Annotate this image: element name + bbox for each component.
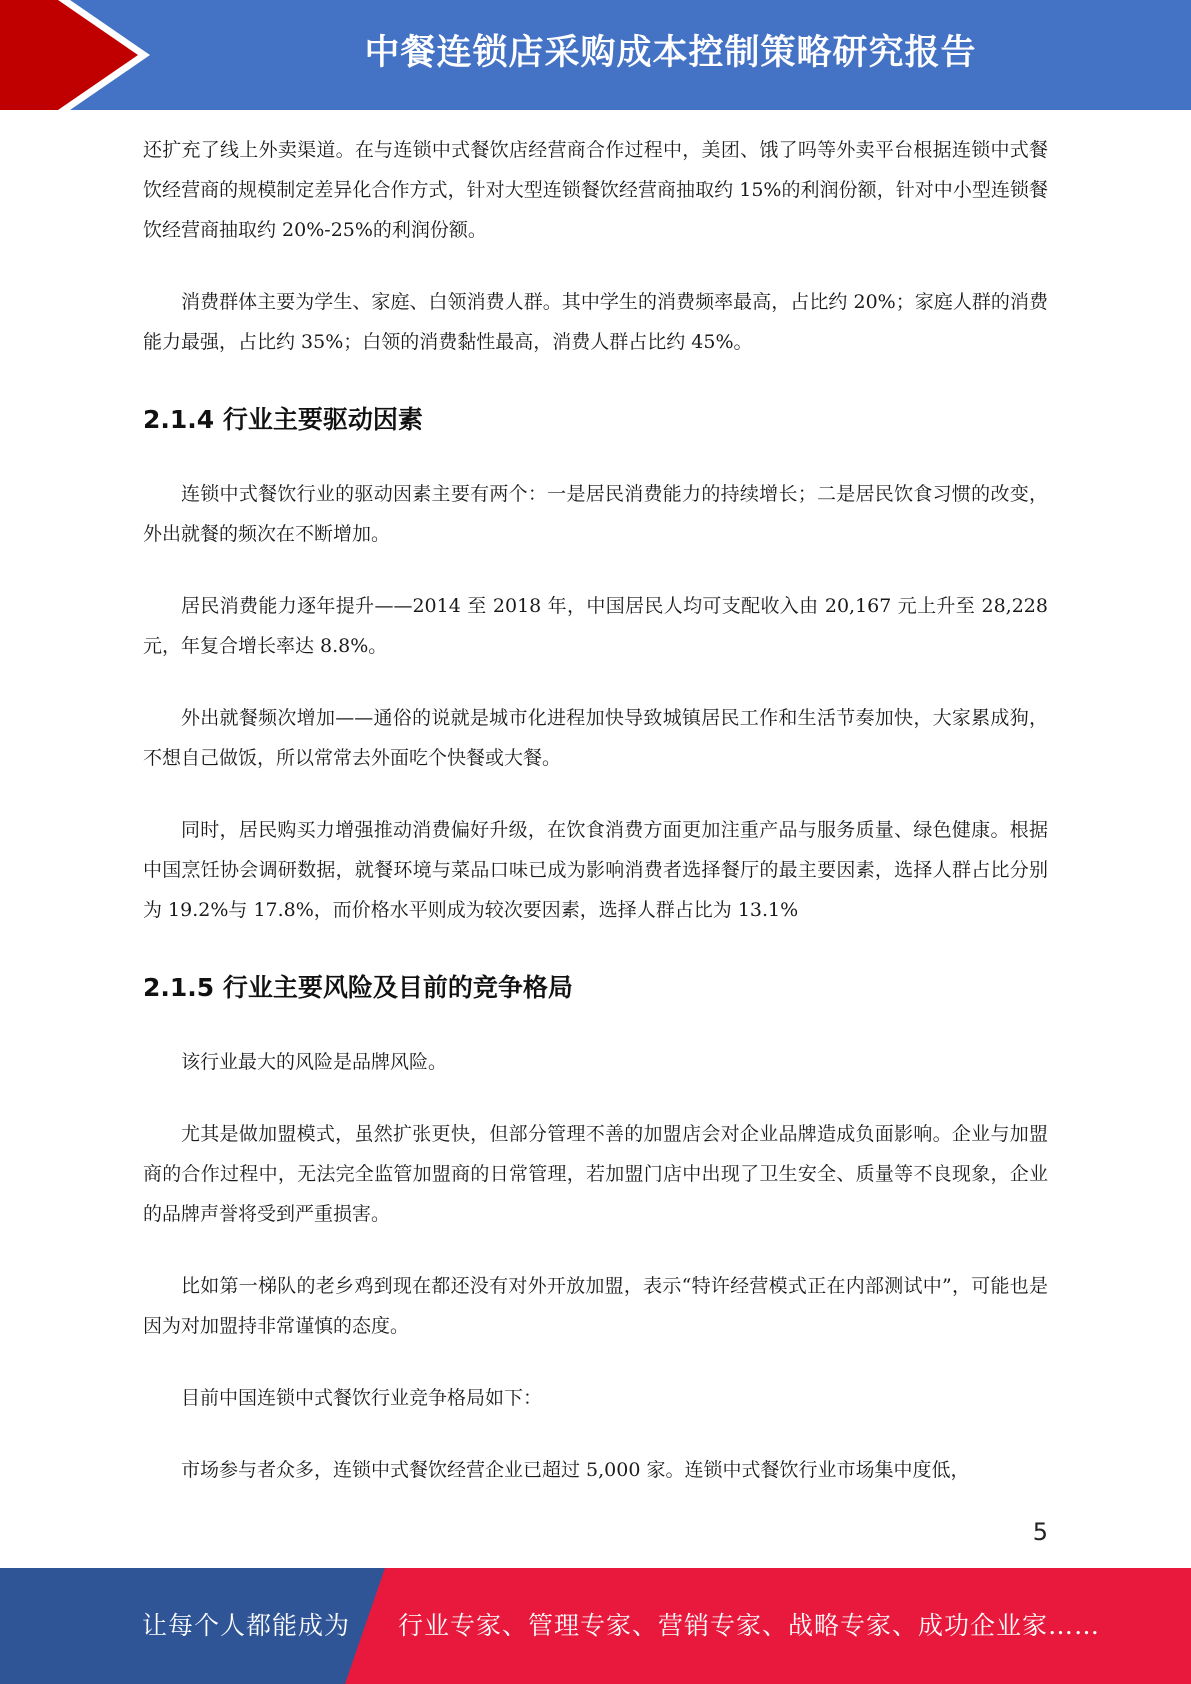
header-arrow-icon — [0, 0, 160, 110]
paragraph: 尤其是做加盟模式，虽然扩张更快，但部分管理不善的加盟店会对企业品牌造成负面影响。企业与加盟商的合作过程中，无法完全监管加盟商的日常管理，若加盟门店中出现了卫生安全、质量等不良现象，企业的品牌声誉将受到严重损害。 — [143, 1123, 1048, 1225]
section-heading-2-1-5: 2.1.5 行业主要风险及目前的竞争格局 — [143, 973, 573, 1002]
page-content — [143, 130, 1048, 1490]
paragraph: 还扩充了线上外卖渠道。在与连锁中式餐饮店经营商合作过程中，美团、饿了吗等外卖平台根据连锁中式餐饮经营商的规模制定差异化合作方式，针对大型连锁餐饮经营商抽取约 15%的利润份额，针对中小型连锁餐饮经营商抽取约 20%-25%的利润份额。 — [143, 139, 1048, 241]
footer-expert-list: 行业专家、管理专家、营销专家、战略专家、成功企业家…… — [398, 1611, 1101, 1640]
paragraph: 该行业最大的风险是品牌风险。 — [181, 1051, 448, 1073]
paragraph: 居民消费能力逐年提升——2014 至 2018 年，中国居民人均可支配收入由 20,167 元上升至 28,228 元，年复合增长率达 8.8%。 — [143, 595, 1048, 657]
paragraph: 同时，居民购买力增强推动消费偏好升级，在饮食消费方面更加注重产品与服务质量、绿色健康。根据中国烹饪协会调研数据，就餐环境与菜品口味已成为影响消费者选择餐厅的最主要因素，选择人群占比分别为 19.2%与 17.8%，而价格水平则成为较次要因素，选择人群占比为 13.1% — [143, 819, 1048, 921]
page-footer — [0, 1568, 1191, 1684]
paragraph: 外出就餐频次增加——通俗的说就是城市化进程加快导致城镇居民工作和生活节奏加快，大家累成狗，不想自己做饭，所以常常去外面吃个快餐或大餐。 — [143, 707, 1048, 769]
section-heading-2-1-4: 2.1.4 行业主要驱动因素 — [143, 405, 423, 434]
report-title: 中餐连锁店采购成本控制策略研究报告 — [364, 33, 977, 73]
paragraph: 目前中国连锁中式餐饮行业竞争格局如下： — [181, 1387, 543, 1409]
page-number: 5 — [1032, 1518, 1048, 1546]
footer-slogan: 让每个人都能成为 — [142, 1611, 351, 1640]
page-header — [0, 0, 1191, 110]
paragraph: 比如第一梯队的老乡鸡到现在都还没有对外开放加盟，表示“特许经营模式正在内部测试中”，可能也是因为对加盟持非常谨慎的态度。 — [143, 1275, 1048, 1337]
paragraph: 连锁中式餐饮行业的驱动因素主要有两个：一是居民消费能力的持续增长；二是居民饮食习惯的改变，外出就餐的频次在不断增加。 — [143, 483, 1048, 545]
paragraph: 消费群体主要为学生、家庭、白领消费人群。其中学生的消费频率最高，占比约 20%；家庭人群的消费能力最强，占比约 35%；白领的消费黏性最高，消费人群占比约 45%。 — [143, 291, 1048, 353]
paragraph: 市场参与者众多，连锁中式餐饮经营企业已超过 5,000 家。连锁中式餐饮行业市场集中度低， — [181, 1459, 970, 1481]
